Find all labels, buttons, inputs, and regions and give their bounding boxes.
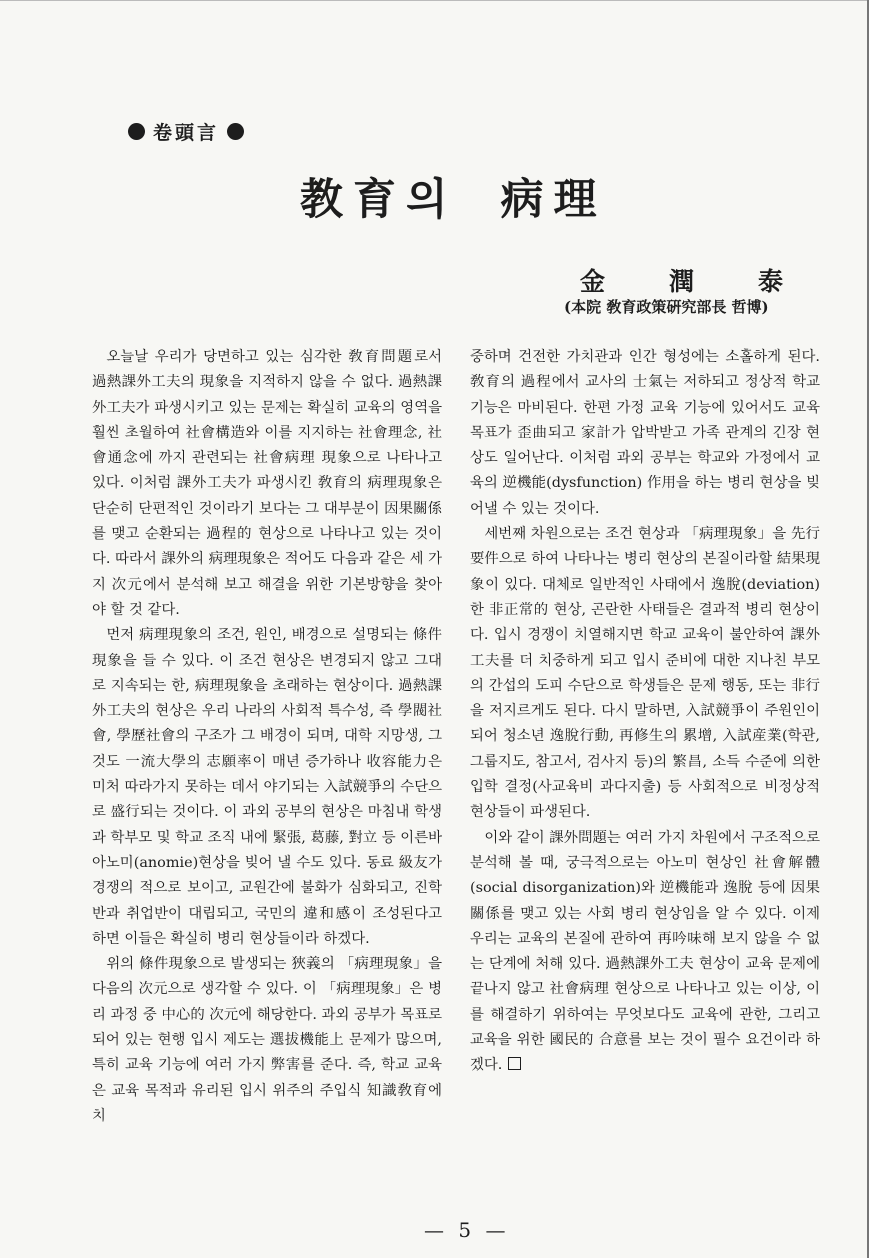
paragraph: 먼저 病理現象의 조건, 원인, 배경으로 설명되는 條件現象을 들 수 있다. 이 조건 현상은 변경되지 않고 그대로 지속되는 한, 病理現象을 초래하는 현상이다. 過熱課外工夫의 현상은 우리 나라의 사회적 특수성, 즉 學閥社會, 學歷社會의 구조가 그 배경이 되며, 대학 지망생, 그것도 一流大學의 志願率이 매년 증가하나 收容能力은 미처 따라가지 못하는 데서 야기되는 入試競爭의 수단으로 盛行되는 것이다. 이 과외 공부의 현상은 마침내 학생과 학부모 및 학교 조직 내에 緊張, 葛藤, 對立 등 이른바 아노미(anomie)현상을 빚어 낼 수도 있다. 동료 級友가 경쟁의 적으로 보이고, 교원간에 불화가 심화되고, 진학반과 취업반이 대립되고, 국민의 違和感이 조성된다고 하면 이들은 확실히 병리 현상들이라 하겠다. [92, 627, 442, 947]
paragraph: 위의 條件現象으로 발생되는 狹義의 「病理現象」을 다음의 次元으로 생각할 수 있다. 이 「病理現象」은 병리 과정 중 中心的 次元에 해당한다. 과외 공부가 목표로 되어 있는 현행 입시 제도는 選拔機能上 문제가 많으며, 특히 교육 기능에 여러 가지 弊害를 준다. 즉, 학교 교육은 교육 목적과 유리된 입시 위주의 주입식 知識敎育에 치 [92, 956, 442, 1124]
bullet-left-icon [128, 123, 145, 140]
page-number: — 5 — [424, 1218, 510, 1242]
article-title: 教育의 病理 [300, 175, 607, 225]
paragraph-text: 이와 같이 課外問題는 여러 가지 차원에서 구조적으로 분석해 볼 때, 궁극적으로는 아노미 현상인 社會解體(social disorganization)와 逆機能과 逸脫 등에 因果關係를 맺고 있는 사회 병리 현상임을 알 수 있다. 이제 우리는 교육의 본질에 관하여 再吟味해 보지 않을 수 없는 단계에 처해 있다. 過熱課外工夫 현상이 교육 문제에 끝나지 않고 社會病理 현상으로 나타나고 있는 이상, 이를 해결하기 위하여는 무엇보다도 교육에 관한, 그리고 교육을 위한 國民的 合意를 보는 것이 필수 요건이라 하겠다. [470, 829, 820, 1074]
paragraph: 오늘날 우리가 당면하고 있는 심각한 敎育問題로서 過熱課外工夫의 現象을 지적하지 않을 수 없다. 過熱課外工夫가 파생시키고 있는 문제는 확실히 교육의 영역을 훨씬 초월하여 社會構造와 이를 지지하는 社會理念, 社會通念에 까지 관련되는 社會病理 現象으로 나타나고 있다. 이처럼 課外工夫가 파생시킨 敎育의 病理現象은 단순히 단편적인 것이라기 보다는 그 대부분이 因果關係를 맺고 순환되는 過程的 현상으로 나타나고 있는 것이다. 따라서 課外의 病理現象은 적어도 다음과 같은 세 가지 次元에서 분석해 보고 해결을 위한 기본방향을 찾아야 할 것 같다. [92, 349, 442, 618]
page-edge-top [0, 0, 869, 1]
author-affiliation: (本院 敎育政策硏究部長 哲博) [564, 298, 769, 316]
body-column-right [470, 345, 820, 1079]
body-column-left [92, 345, 442, 1129]
author-name: 金潤泰 [580, 267, 848, 296]
paragraph [470, 826, 820, 1079]
section-label [128, 118, 244, 145]
end-mark-icon [508, 1057, 521, 1070]
paragraph: 중하며 건전한 가치관과 인간 형성에는 소홀하게 된다. 敎育의 過程에서 교사의 士氣는 저하되고 정상적 학교 기능은 마비된다. 한편 가정 교육 기능에 있어서도 교육 목표가 歪曲되고 家計가 압박받고 가족 관계의 긴장 현상도 일어난다. 이처럼 과외 공부는 학교와 가정에서 교육의 逆機能(dysfunction) 作用을 하는 병리 현상을 빚어낼 수 있는 것이다. [470, 349, 820, 517]
paragraph: 세번째 차원으로는 조건 현상과 「病理現象」을 先行要件으로 하여 나타나는 병리 현상의 본질이라할 結果現象이 있다. 대체로 일반적인 사태에서 逸脫(deviation)한 非正常的 현상, 곤란한 사태들은 결과적 병리 현상이다. 입시 경쟁이 치열해지면 학교 교육이 불안하여 課外工夫를 더 치중하게 되고 입시 준비에 대한 지나친 부모의 간섭의 도피 수단으로 학생들은 문제 행동, 또는 非行을 저지르게도 된다. 다시 말하면, 入試競爭이 주원인이 되어 청소년 逸脫行動, 再修生의 累增, 入試産業(학관, 그룹지도, 참고서, 검사지 등)의 繁昌, 소득 수준에 의한 입학 결정(사교육비 과다지출) 등 사회적으로 비정상적 현상들이 파생된다. [470, 526, 820, 821]
section-label-text: 卷頭言 [153, 122, 220, 144]
bullet-right-icon [227, 123, 244, 140]
